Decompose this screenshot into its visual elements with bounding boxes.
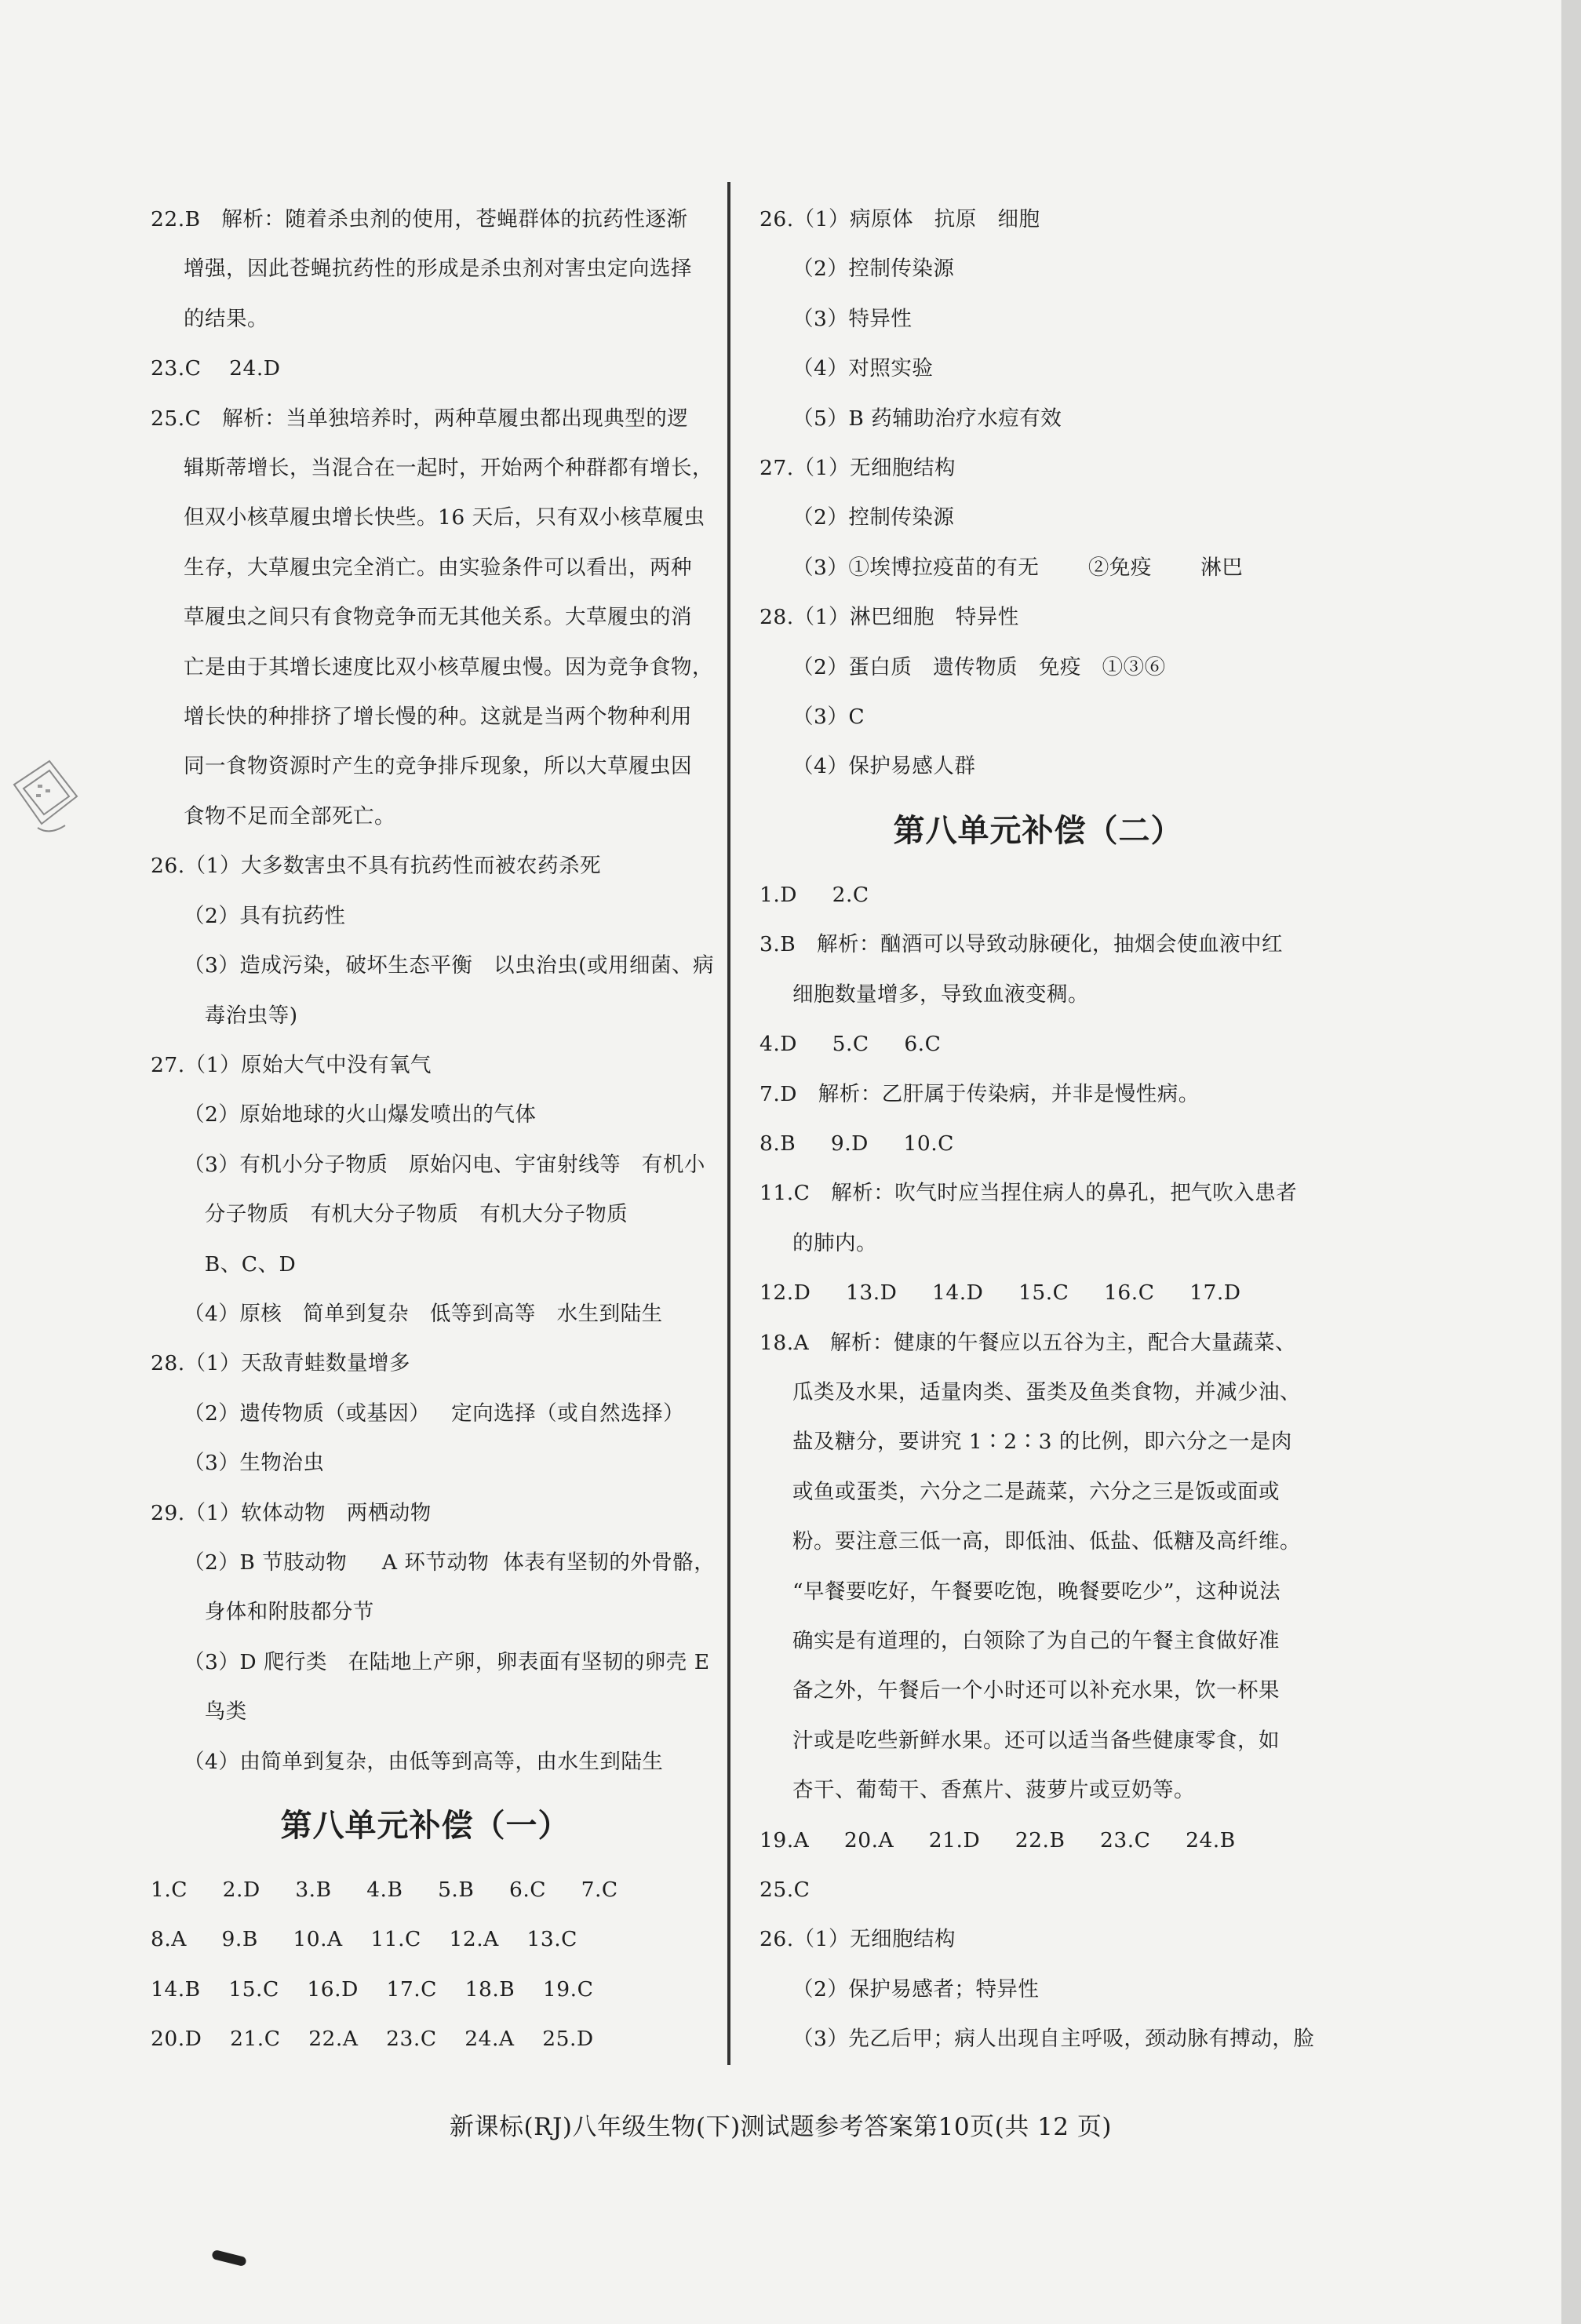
answer-line: 26.（1）无细胞结构 <box>760 1927 956 1952</box>
answer-line: 分子物质 有机大分子物质 有机大分子物质 <box>184 1202 628 1227</box>
answer-line: 确实是有道理的，白领除了为自己的午餐主食做好准 <box>792 1628 1280 1653</box>
answer-line: 28.（1）天敌青蛙数量增多 <box>151 1351 411 1376</box>
answer-line: 瓜类及水果，适量肉类、蛋类及鱼类食物，并减少油、 <box>792 1379 1301 1404</box>
section-title-unit8-part2: 第八单元补偿（二） <box>893 812 1183 849</box>
answer-line: 或鱼或蛋类，六分之二是蔬菜，六分之三是饭或面或 <box>792 1479 1280 1504</box>
answer-line: （2）原始地球的火山爆发喷出的气体 <box>184 1102 537 1127</box>
answer-line: 19.A 20.A 21.D 22.B 23.C 24.B <box>760 1827 1236 1852</box>
stamp-mark-icon <box>6 753 85 840</box>
section-title-unit8-part1: 第八单元补偿（一） <box>280 1808 570 1844</box>
left-answer-column <box>151 195 716 2064</box>
answer-line: （3）D 爬行类 在陆地上产卵，卵表面有坚韧的卵壳 E <box>184 1649 710 1674</box>
column-divider <box>727 182 730 2065</box>
answer-line: （2）蛋白质 遗传物质 免疫 ①③⑥ <box>792 654 1166 679</box>
answer-line: 粉。要注意三低一高，即低油、低盐、低糖及高纤维。 <box>792 1529 1301 1554</box>
page-footer: 新课标(RJ)八年级生物(下)测试题参考答案第10页(共 12 页) <box>450 2113 1112 2141</box>
answer-line: 鸟类 <box>184 1699 247 1725</box>
answer-line: 14.B 15.C 16.D 17.C 18.B 19.C <box>151 1976 594 2002</box>
answer-line: 1.C 2.D 3.B 4.B 5.B 6.C 7.C <box>151 1878 618 1902</box>
answer-line: B、C、D <box>184 1251 297 1277</box>
answer-line: 27.（1）无细胞结构 <box>760 456 956 481</box>
answer-line: （3）有机小分子物质 原始闪电、宇宙射线等 有机小 <box>184 1152 705 1177</box>
answer-line: （3）①埃博拉疫苗的有无 ②免疫 淋巴 <box>792 555 1244 580</box>
answer-line: 7.D 解析：乙肝属于传染病，并非是慢性病。 <box>760 1081 1200 1106</box>
answer-line: （2）控制传染源 <box>792 257 955 282</box>
answer-line: （4）对照实验 <box>792 356 934 381</box>
answer-line: 草履虫之间只有食物竞争而无其他关系。大草履虫的消 <box>184 605 692 630</box>
answer-line: 毒治虫等) <box>184 1003 298 1028</box>
answer-line: （2）B 节肢动物 A 环节动物 体表有坚韧的外骨骼， <box>184 1550 716 1575</box>
answer-line: （5）B 药辅助治疗水痘有效 <box>792 406 1062 431</box>
answer-line: （4）由简单到复杂，由低等到高等，由水生到陆生 <box>184 1749 664 1774</box>
right-answer-column <box>760 195 1317 2064</box>
answer-line: 23.C 24.D <box>151 356 281 381</box>
right-answer-lines <box>760 195 1317 792</box>
answer-line: 20.D 21.C 22.A 23.C 24.A 25.D <box>151 2027 594 2052</box>
answer-line: （3）造成污染，破坏生态平衡 以虫治虫(或用细菌、病 <box>184 953 714 978</box>
answer-line: （3）生物治虫 <box>184 1451 325 1476</box>
unit8-part1-answer-lines <box>151 1865 700 2064</box>
answer-line: 1.D 2.C <box>760 882 869 907</box>
answer-line: （2）保护易感者；特异性 <box>792 1976 1040 2002</box>
answer-line: 的结果。 <box>184 306 268 331</box>
answer-line: 27.（1）原始大气中没有氧气 <box>151 1052 432 1077</box>
answer-line: 杏干、葡萄干、香蕉片、菠萝片或豆奶等。 <box>792 1778 1195 1803</box>
answer-line: （4）原核 简单到复杂 低等到高等 水生到陆生 <box>184 1301 663 1326</box>
answer-line: 生存，大草履虫完全消亡。由实验条件可以看出，两种 <box>184 555 692 580</box>
answer-line: 但双小核草履虫增长快些。16 天后，只有双小核草履虫 <box>184 505 705 530</box>
answer-line: 18.A 解析：健康的午餐应以五谷为主，配合大量蔬菜、 <box>760 1330 1297 1355</box>
answer-line: 29.（1）软体动物 两栖动物 <box>151 1500 432 1525</box>
answer-line: （2）遗传物质（或基因） 定向选择（或自然选择） <box>184 1401 685 1426</box>
answer-line: 的肺内。 <box>792 1230 877 1255</box>
answer-line: “早餐要吃好，午餐要吃饱，晚餐要吃少”，这种说法 <box>792 1579 1281 1604</box>
answer-line: （2）具有抗药性 <box>184 903 346 928</box>
answer-line: 28.（1）淋巴细胞 特异性 <box>760 605 1019 630</box>
answer-line: 备之外，午餐后一个小时还可以补充水果，饮一杯果 <box>792 1678 1280 1703</box>
unit8-part2-answer-lines <box>760 870 1317 2064</box>
answer-line: （2）控制传染源 <box>792 505 955 530</box>
answer-line: 22.B 解析：随着杀虫剂的使用，苍蝇群体的抗药性逐渐 <box>151 207 688 231</box>
answer-line: 25.C 解析：当单独培养时，两种草履虫都出现典型的逻 <box>151 406 689 431</box>
answer-line: 增强，因此苍蝇抗药性的形成是杀虫剂对害虫定向选择 <box>184 257 692 282</box>
answer-line: 25.C <box>760 1878 811 1902</box>
answer-line: 食物不足而全部死亡。 <box>184 803 395 829</box>
answer-line: （3）C <box>792 705 865 730</box>
answer-line: 8.A 9.B 10.A 11.C 12.A 13.C <box>151 1927 577 1952</box>
answer-line: （3）先乙后甲；病人出现自主呼吸，颈动脉有搏动，脸 <box>792 2027 1315 2052</box>
answer-line: 26.（1）大多数害虫不具有抗药性而被农药杀死 <box>151 854 602 879</box>
answer-line: 3.B 解析：酗酒可以导致动脉硬化，抽烟会使血液中红 <box>760 932 1284 957</box>
answer-line: 辑斯蒂增长，当混合在一起时，开始两个种群都有增长， <box>184 456 713 481</box>
answer-line: 同一食物资源时产生的竞争排斥现象，所以大草履虫因 <box>184 754 692 779</box>
page-edge <box>1561 0 1581 2324</box>
answer-line: 12.D 13.D 14.D 15.C 16.C 17.D <box>760 1280 1241 1306</box>
answer-line: 亡是由于其增长速度比双小核草履虫慢。因为竞争食物， <box>184 654 713 679</box>
answer-line: （4）保护易感人群 <box>792 754 976 779</box>
answer-line: 4.D 5.C 6.C <box>760 1032 942 1057</box>
answer-line: 8.B 9.D 10.C <box>760 1131 954 1156</box>
scan-smudge-icon <box>211 2249 247 2267</box>
answer-line: 26.（1）病原体 抗原 细胞 <box>760 207 1040 231</box>
left-answer-lines <box>151 195 716 1787</box>
answer-line: 汁或是吃些新鲜水果。还可以适当备些健康零食，如 <box>792 1728 1280 1753</box>
answer-line: 增长快的种排挤了增长慢的种。这就是当两个物种利用 <box>184 705 692 730</box>
answer-line: 细胞数量增多，导致血液变稠。 <box>792 982 1089 1007</box>
answer-line: 身体和附肢都分节 <box>184 1600 374 1625</box>
answer-line: 11.C 解析：吹气时应当捏住病人的鼻孔，把气吹入患者 <box>760 1181 1298 1206</box>
answer-line: 盐及糖分，要讲究 1∶2∶3 的比例，即六分之一是肉 <box>792 1430 1292 1455</box>
answer-line: （3）特异性 <box>792 306 913 331</box>
